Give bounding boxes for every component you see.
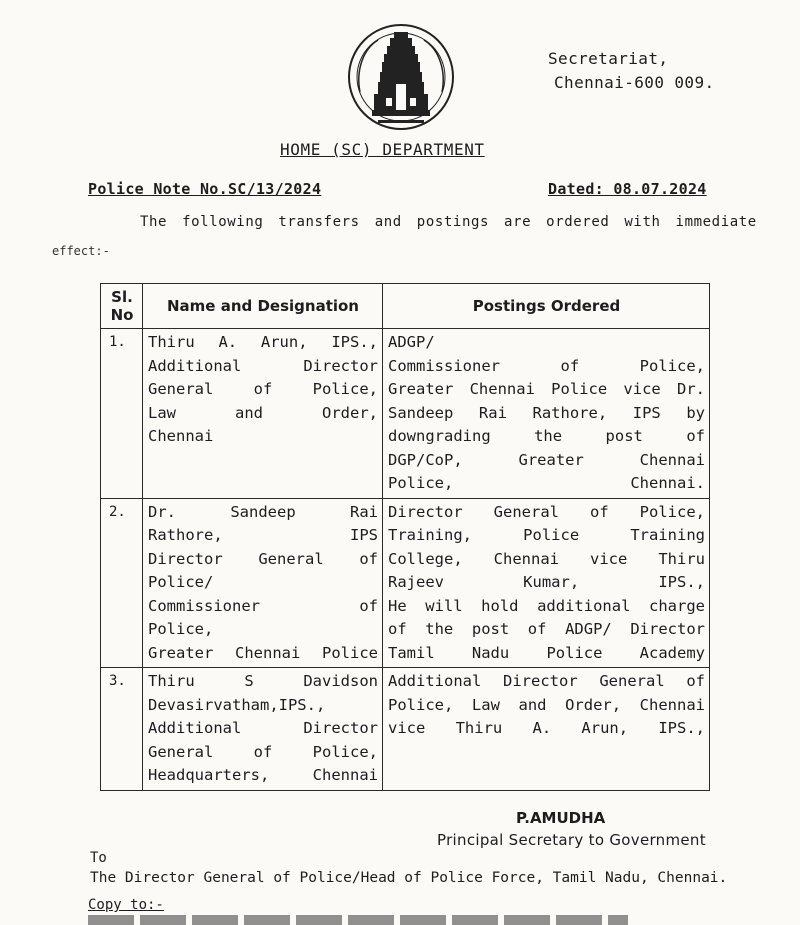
office-address	[548, 47, 768, 95]
name-line: Police/	[148, 573, 214, 591]
copy-to-label: Copy to:-	[88, 897, 164, 913]
posting-line: College, Chennai vice Thiru	[388, 549, 705, 568]
table-row	[101, 498, 710, 668]
posting-line: Training, Police Training	[388, 526, 705, 544]
column-header-name-designation: Name and Designation	[143, 284, 383, 329]
row-name-designation	[143, 498, 383, 668]
police-note-number: Police Note No.SC/13/2024	[88, 180, 322, 198]
name-line: Director General of	[148, 549, 378, 568]
table-header-row	[101, 284, 710, 329]
posting-line: Tamil Nadu Police Academy	[388, 643, 705, 662]
row-posting-ordered	[383, 329, 710, 499]
department-title: HOME (SC) DEPARTMENT	[280, 140, 485, 159]
name-line: Headquarters, Chennai	[148, 766, 378, 784]
cropped-text-line	[88, 915, 628, 925]
name-line: General of Police,	[148, 742, 378, 761]
posting-line: ADGP/	[388, 333, 435, 351]
posting-line: Police, Law and Order, Chennai	[388, 695, 705, 714]
to-address: The Director General of Police/Head of Police Force, Tamil Nadu, Chennai.	[90, 870, 728, 886]
name-line: Thiru S Davidson	[148, 672, 378, 690]
intro-text-line-2: effect:-	[52, 244, 110, 258]
name-line: Police,	[148, 620, 214, 638]
postings-table	[100, 283, 710, 791]
posting-line: Rajeev Kumar, IPS.,	[388, 573, 705, 591]
table-row	[101, 668, 710, 791]
tamil-nadu-emblem-icon	[342, 22, 460, 136]
posting-line: downgrading the post of	[388, 427, 705, 445]
to-label: To	[90, 850, 107, 866]
name-line: Law and Order,	[148, 403, 378, 422]
name-line: Dr. Sandeep Rai	[148, 502, 378, 521]
signatory-name: P.AMUDHA	[516, 809, 606, 827]
posting-line: He will hold additional charge	[388, 596, 705, 615]
name-line: Rathore, IPS	[148, 526, 378, 544]
name-line: Additional Director	[148, 719, 378, 737]
name-line: Thiru A. Arun, IPS.,	[148, 333, 378, 351]
row-posting-ordered	[383, 498, 710, 668]
column-header-sl-no: Sl. No	[101, 284, 143, 329]
posting-line: Greater Chennai Police vice Dr.	[388, 380, 705, 398]
row-posting-ordered	[383, 668, 710, 791]
posting-line: Commissioner of Police,	[388, 356, 705, 375]
name-line: Commissioner of	[148, 596, 378, 615]
row-sl-no: 1.	[101, 329, 143, 499]
posting-line: Police, Chennai.	[388, 474, 705, 492]
intro-text-line-1: The following transfers and postings are ordered with immediate	[140, 214, 757, 230]
name-line: Devasirvatham,IPS.,	[148, 695, 326, 714]
name-line: General of Police,	[148, 380, 378, 398]
row-sl-no: 3.	[101, 668, 143, 791]
row-name-designation	[143, 668, 383, 791]
posting-line: DGP/CoP, Greater Chennai	[388, 450, 705, 469]
table-row	[101, 329, 710, 499]
name-line: Chennai	[148, 427, 214, 445]
row-sl-no: 2.	[101, 498, 143, 668]
name-line: Additional Director	[148, 356, 378, 375]
column-header-postings-ordered: Postings Ordered	[383, 284, 710, 329]
posting-line: Additional Director General of	[388, 672, 705, 690]
note-date: Dated: 08.07.2024	[548, 180, 707, 198]
name-line: Greater Chennai Police	[148, 643, 378, 662]
posting-line: Sandeep Rai Rathore, IPS by	[388, 403, 705, 422]
signatory-designation: Principal Secretary to Government	[437, 831, 706, 849]
posting-line: vice Thiru A. Arun, IPS.,	[388, 719, 705, 737]
row-name-designation	[143, 329, 383, 499]
posting-line: of the post of ADGP/ Director	[388, 620, 705, 638]
address-line-1: Secretariat,	[548, 49, 669, 68]
posting-line: Director General of Police,	[388, 502, 705, 521]
address-line-2: Chennai-600 009.	[554, 73, 715, 92]
